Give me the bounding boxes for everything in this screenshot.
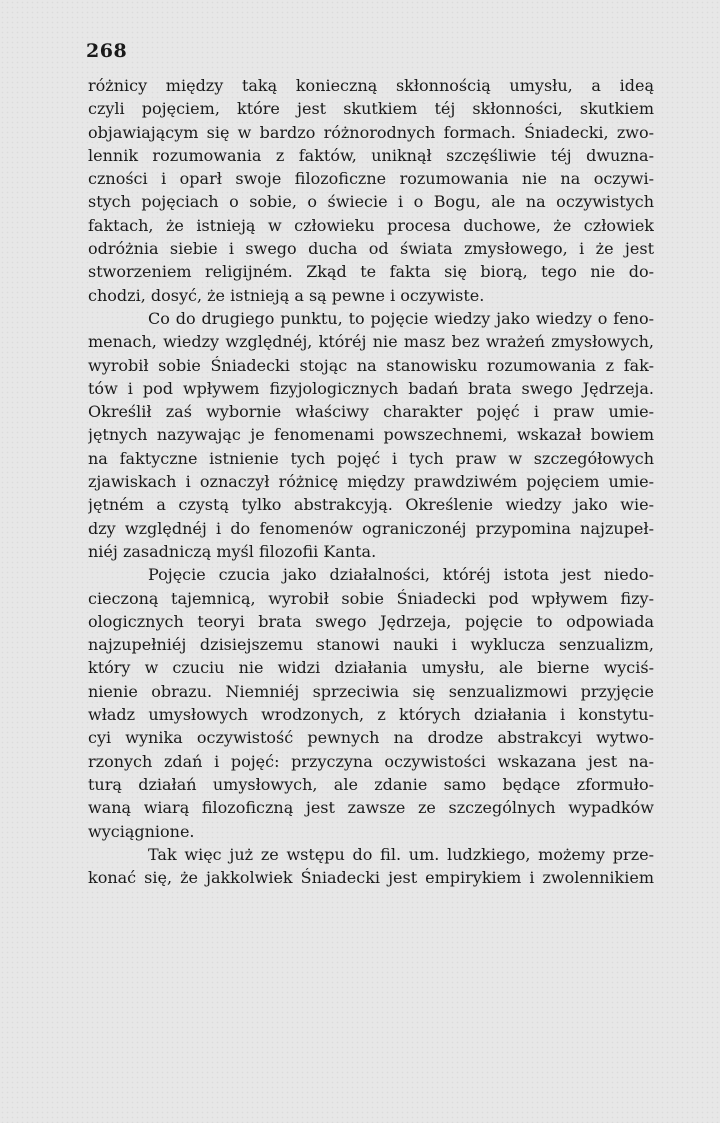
text-line: waną wiarą filozoficzną jest zawsze ze szczególnych wypadków (88, 798, 654, 818)
text-line: stworzeniem religijném. Zkąd te fakta się biorą, tego nie do- (88, 262, 654, 282)
text-line: stych pojęciach o sobie, o świecie i o Bogu, ale na oczywistych (88, 192, 654, 212)
text-line: czyli pojęciem, które jest skutkiem téj skłonności, skutkiem (88, 99, 654, 119)
text-line: lennik rozumowania z faktów, uniknął szczęśliwie téj dwuzna- (88, 145, 654, 165)
text-line: różnicy między taką konieczną skłonnością umysłu, a ideą (88, 76, 654, 95)
page-number: 268 (86, 40, 128, 62)
text-line: Określił zaś wybornie właściwy charakter pojęć i praw umie- (88, 402, 654, 422)
text-line: zjawiskach i oznaczył różnicę między prawdziwém pojęciem umie- (88, 472, 654, 492)
text-line: jętnych nazywając je fenomenami powszechnemi, wskazał bowiem (88, 425, 654, 445)
text-line: cyi wynika oczywistość pewnych na drodze abstrakcyi wytwo- (88, 728, 654, 748)
text-line: odróżnia siebie i swego ducha od świata zmysłowego, i że jest (88, 239, 654, 259)
text-line: rzonych zdań i pojęć: przyczyna oczywistości wskazana jest na- (88, 751, 654, 771)
text-line: konać się, że jakkolwiek Śniadecki jest empirykiem i zwolennikiem (88, 868, 654, 888)
text-line: menach, wiedzy względnéj, któréj nie masz bez wrażeń zmysłowych, (88, 332, 654, 352)
text-line: nienie obrazu. Niemniéj sprzeciwia się senzualizmowi przyjęcie (88, 681, 654, 701)
body-text (88, 74, 654, 889)
text-line: który w czuciu nie widzi działania umysłu, ale bierne wyciś- (88, 658, 654, 678)
text-line: cieczoną tajemnicą, wyrobił sobie Śniadecki pod wpływem fizy- (88, 588, 654, 608)
text-line: faktach, że istnieją w człowieku procesa duchowe, że człowiek (88, 215, 654, 235)
text-line: Co do drugiego punktu, to pojęcie wiedzy jako wiedzy o feno- (148, 308, 654, 328)
text-line: władz umysłowych wrodzonych, z których działania i konstytu- (88, 705, 654, 725)
text-line: tów i pod wpływem fizyjologicznych badań brata swego Jędrzeja. (88, 378, 654, 398)
text-line: jętném a czystą tylko abstrakcyją. Określenie wiedzy jako wie- (88, 495, 654, 515)
text-line: Tak więc już ze wstępu do fil. um. ludzkiego, możemy prze- (148, 844, 654, 864)
text-line: objawiającym się w bardzo różnorodnych formach. Śniadecki, zwo- (88, 122, 654, 142)
text-line: dzy względnéj i do fenomenów ograniczonéj przypomina najzupeł- (88, 518, 654, 538)
text-line: niéj zasadniczą myśl filozofii Kanta. (88, 541, 377, 561)
text-line: Pojęcie czucia jako działalności, któréj istota jest niedo- (148, 565, 654, 585)
text-line: na faktyczne istnienie tych pojęć i tych praw w szczegółowych (88, 448, 654, 468)
text-line: ologicznych teoryi brata swego Jędrzeja, pojęcie to odpowiada (88, 611, 654, 631)
text-line: czności i oparł swoje filozoficzne rozumowania nie na oczywi- (88, 169, 654, 189)
text-line: wyciągnione. (88, 821, 195, 841)
text-line: chodzi, dosyć, że istnieją a są pewne i oczywiste. (88, 285, 485, 305)
text-line: turą działań umysłowych, ale zdanie samo będące zformuło- (88, 774, 654, 794)
text-line: najzupełniéj dzisiejszemu stanowi nauki i wyklucza senzualizm, (88, 635, 654, 655)
text-line: wyrobił sobie Śniadecki stojąc na stanowisku rozumowania z fak- (88, 355, 654, 375)
